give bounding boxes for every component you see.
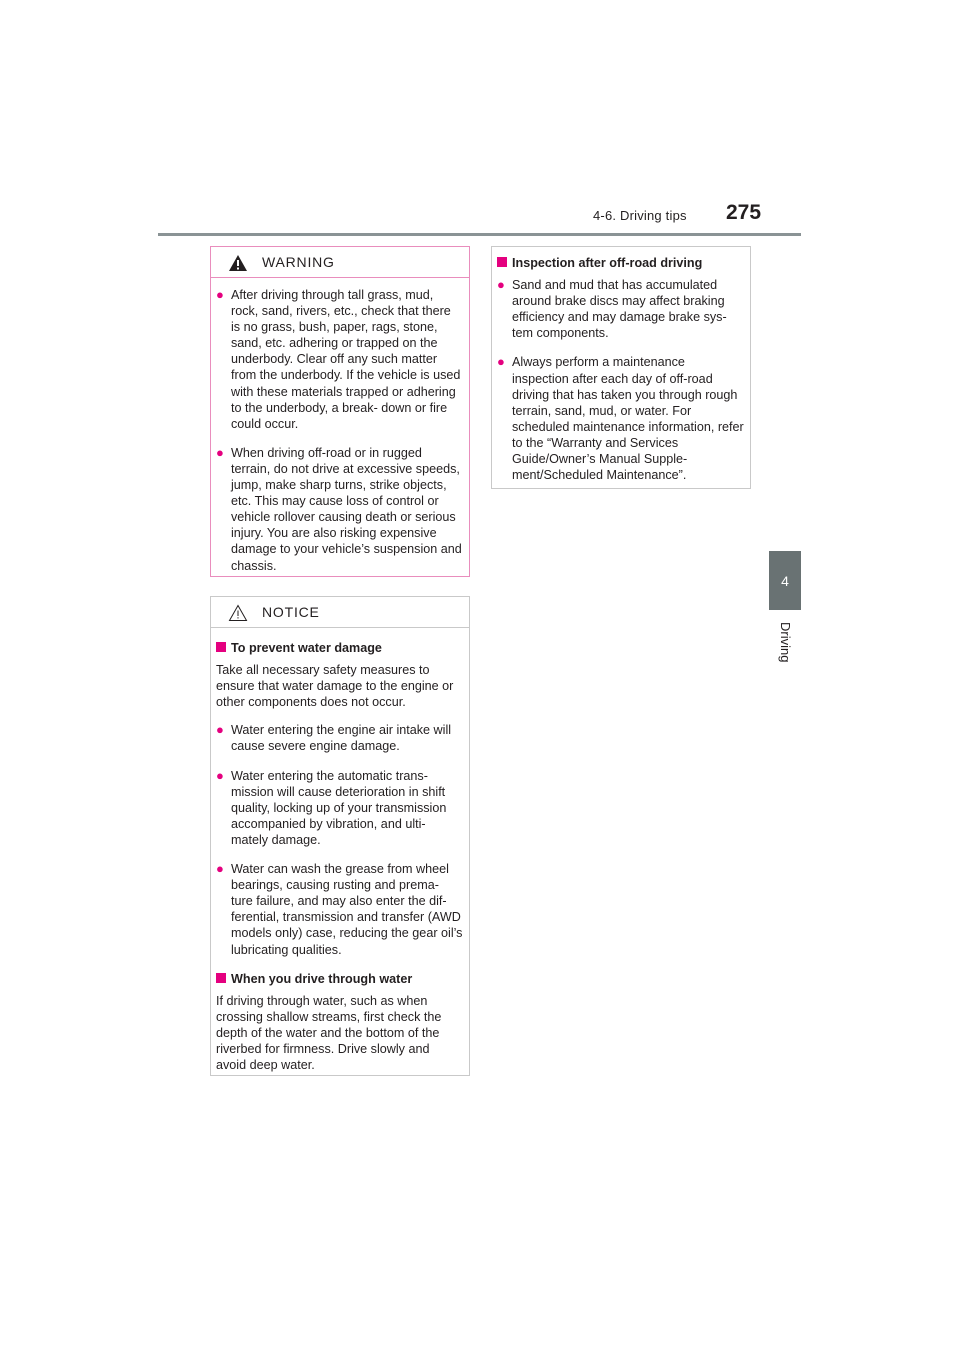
warning-triangle-icon [228,254,248,272]
chapter-tab [769,551,801,610]
page-number: 275 [726,201,762,224]
circle-bullet-icon: ● [216,444,224,460]
circle-bullet-icon: ● [216,767,224,783]
notice-title: NOTICE [262,604,320,620]
notice-item: ● Water can wash the grease from wheel bearings, causing rusting and prema- ture failure, and may also enter the dif- ferential, transmission and transfer (AWD models only) case, reducing the gear oil’s lubricating qualities. [216,861,463,957]
section-title: 4-6. Driving tips [593,208,687,223]
square-bullet-icon [497,257,507,267]
circle-bullet-icon: ● [497,277,505,293]
notice-item: ● Water entering the engine air intake will cause severe engine damage. [216,722,452,754]
notice-triangle-icon [228,604,248,622]
inspection-item: ● Sand and mud that has accumulated around brake discs may affect braking efficiency and may damage brake sys- tem components. [497,277,727,341]
circle-bullet-icon: ● [497,354,505,370]
warning-title: WARNING [262,254,335,270]
notice-item: ● Water entering the automatic trans- mission will cause deterioration in shift quality, locking up of your transmission accompanied by vibration, and ulti- mately damage. [216,767,447,847]
circle-bullet-icon: ● [216,287,224,302]
circle-bullet-icon: ● [216,861,224,877]
notice-header [211,597,469,628]
header-divider [158,233,801,236]
circle-bullet-icon: ● [216,722,224,738]
section-heading: Inspection after off-road driving [497,255,744,271]
inspection-box [491,246,751,489]
warning-header [211,247,469,278]
chapter-label: Driving [778,622,793,663]
square-bullet-icon [216,642,226,652]
notice-box [210,596,470,1076]
notice-paragraph: Take all necessary safety measures to ensure that water damage to the engine or other components does not occur. [216,663,454,710]
inspection-item: ● Always perform a maintenance inspection after each day of off-road driving that has taken you through rough terrain, sand, mud, or water. For scheduled maintenance information, refer to the “Warranty and Services Guide/Owner’s Manual Supple- ment/Scheduled Maintenance”. [497,354,744,483]
warning-box [210,246,470,577]
warning-item: ● When driving off-road or in rugged terrain, do not drive at excessive speeds, jump, make sharp turns, strike objects, etc. This may cause loss of control or vehicle rollover causing death or serious injury. You are also risking expensive damage to your vehicle’s suspension and chassis. [216,444,462,573]
section-heading: To prevent water damage [216,640,463,656]
chapter-number: 4 [781,572,789,589]
square-bullet-icon [216,973,226,983]
notice-paragraph: If driving through water, such as when crossing shallow streams, first check the depth of the water and the bottom of the riverbed for firmness. Drive slowly and avoid deep water. [216,993,442,1073]
section-heading: When you drive through water [216,971,463,987]
warning-item: ● After driving through tall grass, mud, rock, sand, rivers, etc., check that there is no grass, bush, paper, rags, stone, sand, etc. adhering or trapped on the underbody. Clear off any such matter from the underbody. If the vehicle is used with these materials trapped or adhering to the underbody, a break- down or fire could occur. [216,287,461,431]
